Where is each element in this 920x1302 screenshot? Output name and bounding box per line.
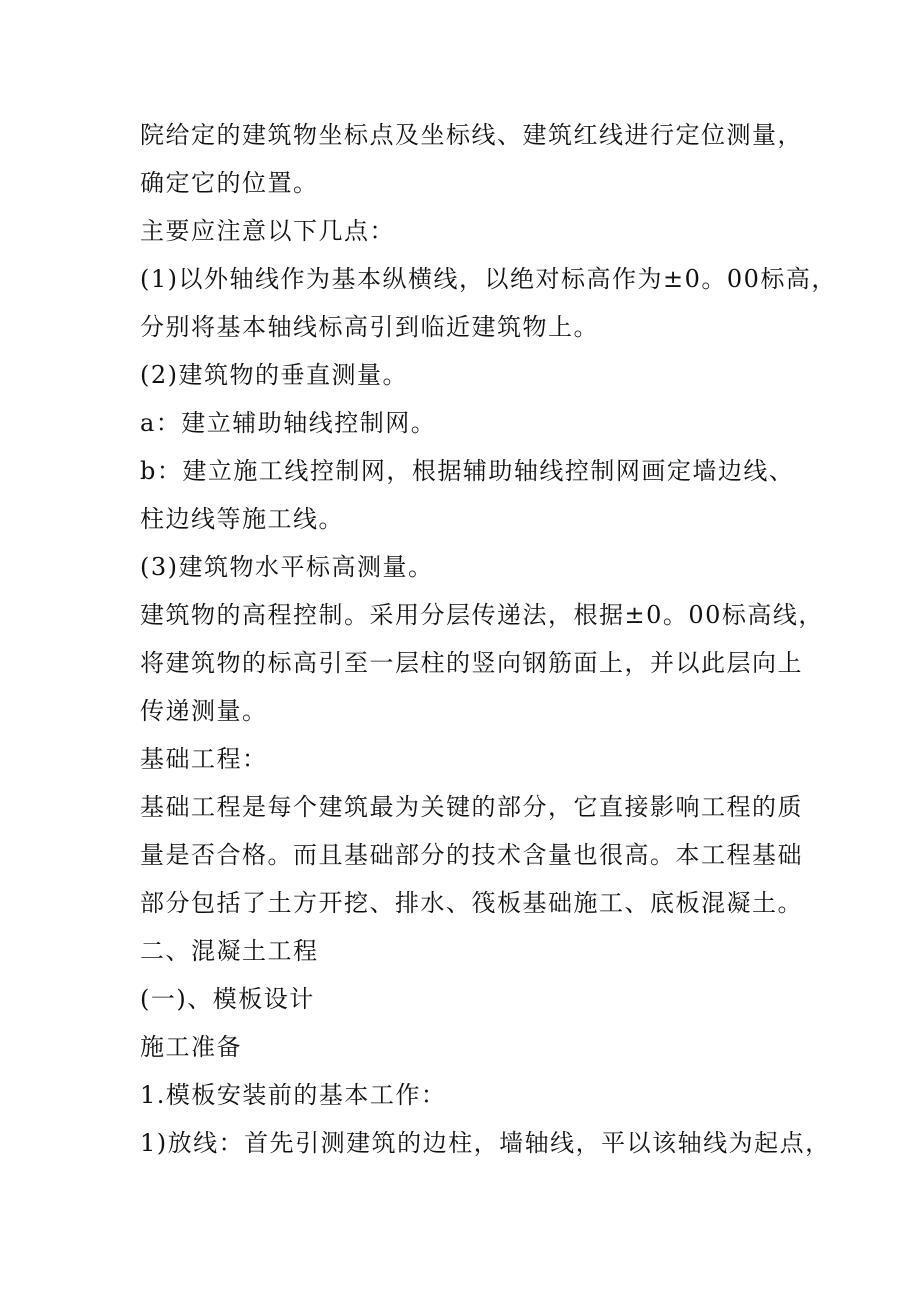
text-line: (3)建筑物水平标高测量。 — [140, 553, 434, 581]
text-line: 确定它的位置。 — [140, 169, 319, 197]
text-line: 主要应注意以下几点： — [140, 217, 395, 245]
text-line: 施工准备 — [140, 1033, 242, 1061]
text-line: 1.模板安装前的基本工作： — [140, 1081, 447, 1109]
text-line: (2)建筑物的垂直测量。 — [140, 361, 408, 389]
text-line: (一)、模板设计 — [140, 985, 315, 1013]
text-line: 1)放线：首先引测建筑的边柱，墙轴线，平以该轴线为起点， — [140, 1129, 831, 1157]
text-line: a：建立辅助轴线控制网。 — [140, 409, 437, 437]
text-line: 院给定的建筑物坐标点及坐标线、建筑红线进行定位测量， — [140, 121, 803, 149]
text-line: 基础工程： — [140, 745, 268, 773]
text-line: b：建立施工线控制网，根据辅助轴线控制网画定墙边线、 — [140, 457, 795, 485]
text-line: 建筑物的高程控制。采用分层传递法，根据±0。00标高线， — [140, 601, 824, 629]
text-line: 分别将基本轴线标高引到临近建筑物上。 — [140, 313, 599, 341]
text-line: 基础工程是每个建筑最为关键的部分，它直接影响工程的质 — [140, 793, 803, 821]
text-line: 部分包括了土方开挖、排水、筏板基础施工、底板混凝土。 — [140, 889, 803, 917]
text-line: 柱边线等施工线。 — [140, 505, 344, 533]
text-line: 量是否合格。而且基础部分的技术含量也很高。本工程基础 — [140, 841, 803, 869]
text-line: (1)以外轴线作为基本纵横线，以绝对标高作为±0。00标高， — [140, 265, 837, 293]
text-line: 将建筑物的标高引至一层柱的竖向钢筋面上，并以此层向上 — [140, 649, 803, 677]
text-line: 传递测量。 — [140, 697, 268, 725]
text-line: 二、混凝土工程 — [140, 937, 319, 965]
